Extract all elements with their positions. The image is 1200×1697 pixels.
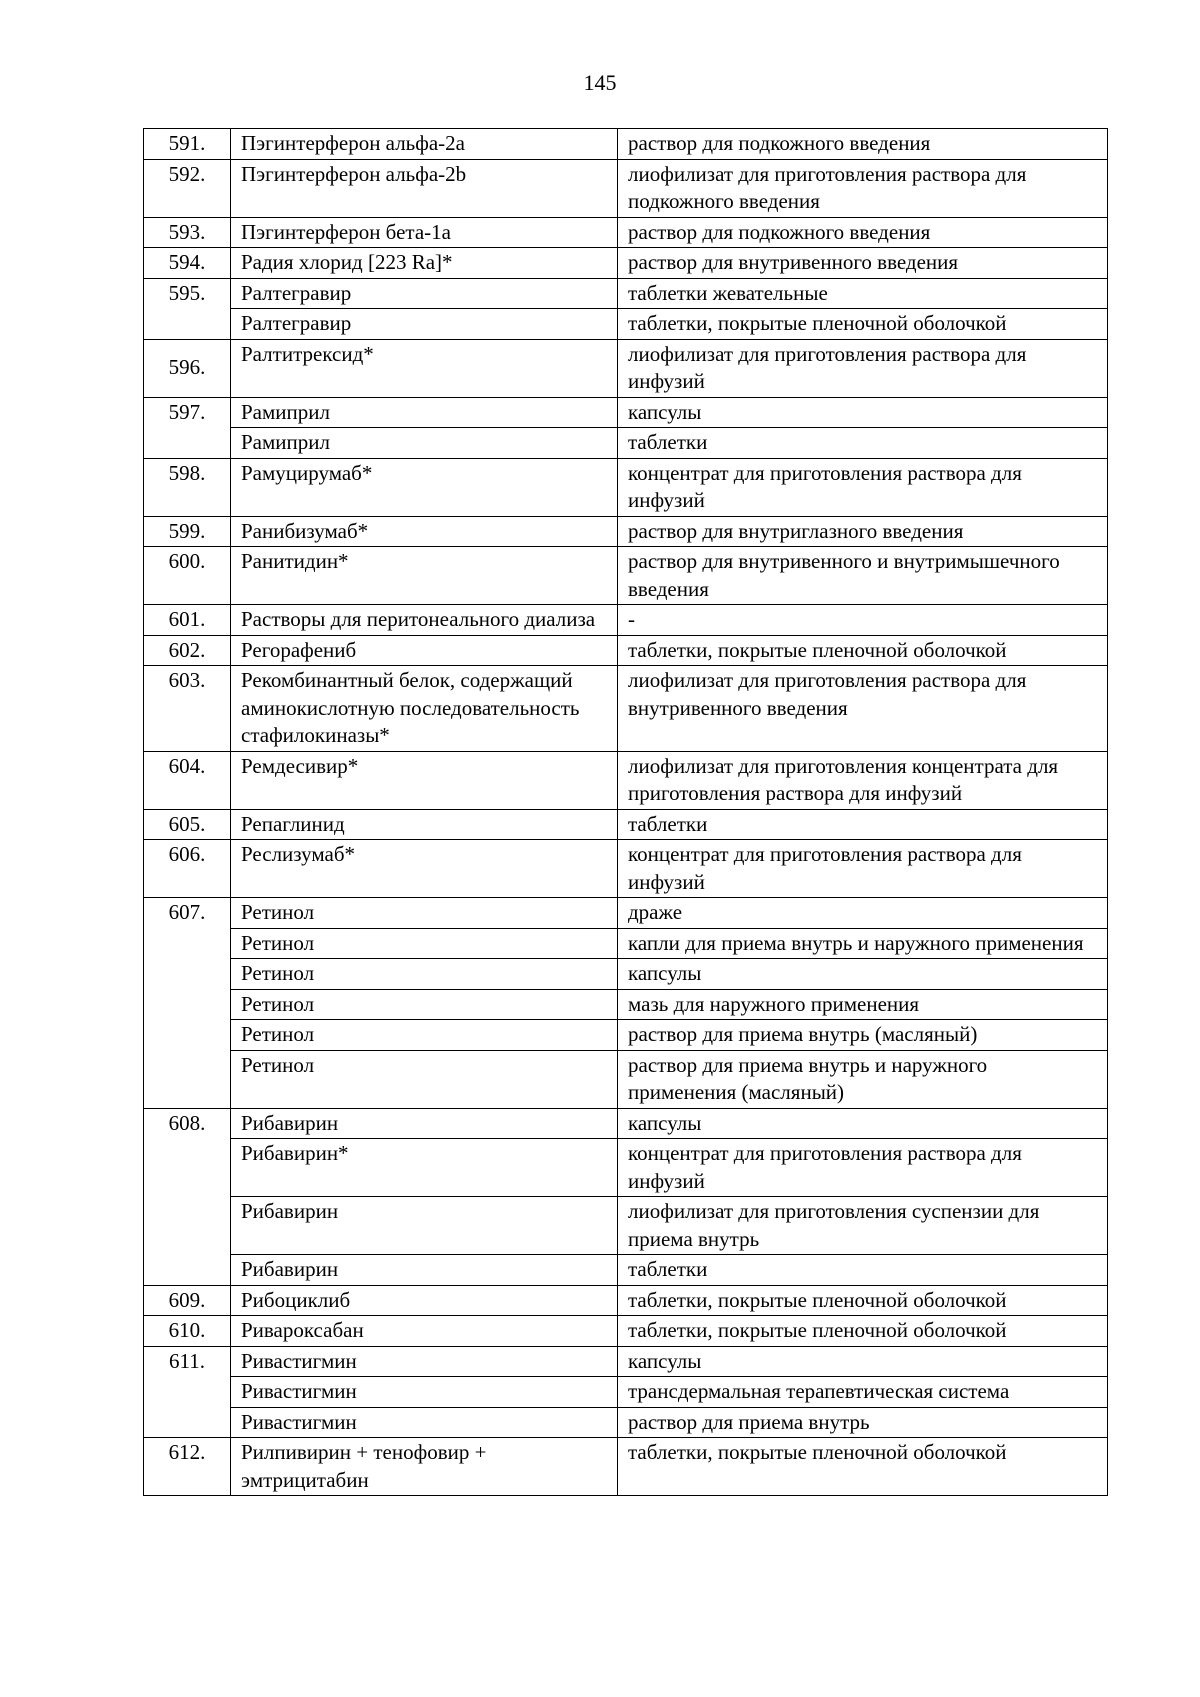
dosage-form: лиофилизат для приготовления концентрата для приготовления раствора для инфузий	[618, 751, 1108, 809]
dosage-form: лиофилизат для приготовления раствора для инфузий	[618, 339, 1108, 397]
dosage-form: капли для приема внутрь и наружного применения	[618, 928, 1108, 959]
dosage-form: раствор для внутриглазного введения	[618, 516, 1108, 547]
dosage-form: капсулы	[618, 397, 1108, 428]
table-row	[144, 809, 1108, 840]
drug-name: Ретинол	[231, 928, 618, 959]
table-row	[144, 605, 1108, 636]
table-row	[144, 159, 1108, 217]
dosage-form: таблетки, покрытые пленочной оболочкой	[618, 1285, 1108, 1316]
table-row	[144, 1108, 1108, 1139]
row-number: 602.	[144, 635, 231, 666]
table-row	[144, 248, 1108, 279]
drug-name: Ралтитрексид*	[231, 339, 618, 397]
drug-name: Рекомбинантный белок, содержащий аминокислотную последовательность стафилокиназы*	[231, 666, 618, 752]
row-number: 592.	[144, 159, 231, 217]
drug-name: Ретинол	[231, 989, 618, 1020]
drug-name: Ретинол	[231, 898, 618, 929]
row-number: 612.	[144, 1438, 231, 1496]
table-row	[144, 1020, 1108, 1051]
row-number: 599.	[144, 516, 231, 547]
drug-name: Ривастигмин	[231, 1407, 618, 1438]
row-number: 609.	[144, 1285, 231, 1316]
page-number: 145	[583, 70, 617, 95]
table-row	[144, 1139, 1108, 1197]
table-row	[144, 1438, 1108, 1496]
drug-name: Ривастигмин	[231, 1346, 618, 1377]
row-number: 598.	[144, 458, 231, 516]
table-row	[144, 1346, 1108, 1377]
row-number: 610.	[144, 1316, 231, 1347]
table-row	[144, 1316, 1108, 1347]
dosage-form: таблетки, покрытые пленочной оболочкой	[618, 1438, 1108, 1496]
drug-name: Реслизумаб*	[231, 840, 618, 898]
drug-name: Рибавирин*	[231, 1139, 618, 1197]
row-number: 607.	[144, 898, 231, 1109]
table-row	[144, 989, 1108, 1020]
drug-name: Ранибизумаб*	[231, 516, 618, 547]
dosage-form: лиофилизат для приготовления раствора для внутривенного введения	[618, 666, 1108, 752]
drug-name: Рибавирин	[231, 1255, 618, 1286]
drug-name: Репаглинид	[231, 809, 618, 840]
row-number: 600.	[144, 547, 231, 605]
drug-name: Рибоциклиб	[231, 1285, 618, 1316]
table-row	[144, 959, 1108, 990]
drug-name: Растворы для перитонеального диализа	[231, 605, 618, 636]
row-number: 606.	[144, 840, 231, 898]
drug-name: Рамиприл	[231, 397, 618, 428]
row-number: 593.	[144, 217, 231, 248]
row-number: 597.	[144, 397, 231, 458]
drug-name: Ралтегравир	[231, 309, 618, 340]
table-row	[144, 898, 1108, 929]
table-row	[144, 309, 1108, 340]
dosage-form: раствор для внутривенного введения	[618, 248, 1108, 279]
dosage-form: таблетки жевательные	[618, 278, 1108, 309]
drug-name: Ранитидин*	[231, 547, 618, 605]
table-row	[144, 1407, 1108, 1438]
drug-table	[143, 128, 1108, 1496]
row-number: 596.	[144, 339, 231, 397]
drug-table-body	[144, 129, 1108, 1496]
dosage-form: раствор для внутривенного и внутримышечного введения	[618, 547, 1108, 605]
drug-name: Ривароксабан	[231, 1316, 618, 1347]
dosage-form: концентрат для приготовления раствора для инфузий	[618, 1139, 1108, 1197]
drug-name: Пэгинтерферон альфа-2a	[231, 129, 618, 160]
row-number: 594.	[144, 248, 231, 279]
table-row	[144, 666, 1108, 752]
dosage-form: раствор для приема внутрь и наружного применения (масляный)	[618, 1050, 1108, 1108]
table-row	[144, 278, 1108, 309]
drug-name: Ремдесивир*	[231, 751, 618, 809]
dosage-form: таблетки, покрытые пленочной оболочкой	[618, 635, 1108, 666]
drug-name: Ралтегравир	[231, 278, 618, 309]
dosage-form: раствор для подкожного введения	[618, 129, 1108, 160]
drug-name: Рамиприл	[231, 428, 618, 459]
table-row	[144, 928, 1108, 959]
table-row	[144, 1255, 1108, 1286]
dosage-form: таблетки	[618, 809, 1108, 840]
drug-name: Ривастигмин	[231, 1377, 618, 1408]
dosage-form: таблетки	[618, 428, 1108, 459]
row-number: 603.	[144, 666, 231, 752]
dosage-form: капсулы	[618, 1346, 1108, 1377]
table-row	[144, 547, 1108, 605]
table-row	[144, 397, 1108, 428]
row-number: 608.	[144, 1108, 231, 1285]
table-row	[144, 129, 1108, 160]
table-row	[144, 428, 1108, 459]
dosage-form: таблетки, покрытые пленочной оболочкой	[618, 1316, 1108, 1347]
drug-name: Рамуцирумаб*	[231, 458, 618, 516]
drug-name: Ретинол	[231, 959, 618, 990]
dosage-form: раствор для подкожного введения	[618, 217, 1108, 248]
drug-name: Радия хлорид [223 Ra]*	[231, 248, 618, 279]
table-row	[144, 1197, 1108, 1255]
dosage-form: таблетки	[618, 1255, 1108, 1286]
table-row	[144, 635, 1108, 666]
dosage-form: -	[618, 605, 1108, 636]
table-row	[144, 1050, 1108, 1108]
table-row	[144, 840, 1108, 898]
drug-name: Рибавирин	[231, 1197, 618, 1255]
row-number: 605.	[144, 809, 231, 840]
table-row	[144, 339, 1108, 397]
drug-name: Пэгинтерферон альфа-2b	[231, 159, 618, 217]
row-number: 595.	[144, 278, 231, 339]
drug-name: Рилпивирин + тенофовир + эмтрицитабин	[231, 1438, 618, 1496]
drug-name: Регорафениб	[231, 635, 618, 666]
dosage-form: капсулы	[618, 1108, 1108, 1139]
dosage-form: раствор для приема внутрь	[618, 1407, 1108, 1438]
dosage-form: раствор для приема внутрь (масляный)	[618, 1020, 1108, 1051]
dosage-form: капсулы	[618, 959, 1108, 990]
table-row	[144, 458, 1108, 516]
row-number: 611.	[144, 1346, 231, 1438]
table-row	[144, 516, 1108, 547]
dosage-form: концентрат для приготовления раствора для инфузий	[618, 458, 1108, 516]
dosage-form: мазь для наружного применения	[618, 989, 1108, 1020]
row-number: 591.	[144, 129, 231, 160]
dosage-form: лиофилизат для приготовления суспензии для приема внутрь	[618, 1197, 1108, 1255]
dosage-form: лиофилизат для приготовления раствора для подкожного введения	[618, 159, 1108, 217]
drug-name: Рибавирин	[231, 1108, 618, 1139]
dosage-form: таблетки, покрытые пленочной оболочкой	[618, 309, 1108, 340]
table-row	[144, 1285, 1108, 1316]
table-row	[144, 751, 1108, 809]
row-number: 601.	[144, 605, 231, 636]
dosage-form: трансдермальная терапевтическая система	[618, 1377, 1108, 1408]
dosage-form: драже	[618, 898, 1108, 929]
drug-name: Ретинол	[231, 1050, 618, 1108]
table-row	[144, 217, 1108, 248]
row-number: 604.	[144, 751, 231, 809]
dosage-form: концентрат для приготовления раствора для инфузий	[618, 840, 1108, 898]
drug-name: Пэгинтерферон бета-1a	[231, 217, 618, 248]
drug-name: Ретинол	[231, 1020, 618, 1051]
table-row	[144, 1377, 1108, 1408]
